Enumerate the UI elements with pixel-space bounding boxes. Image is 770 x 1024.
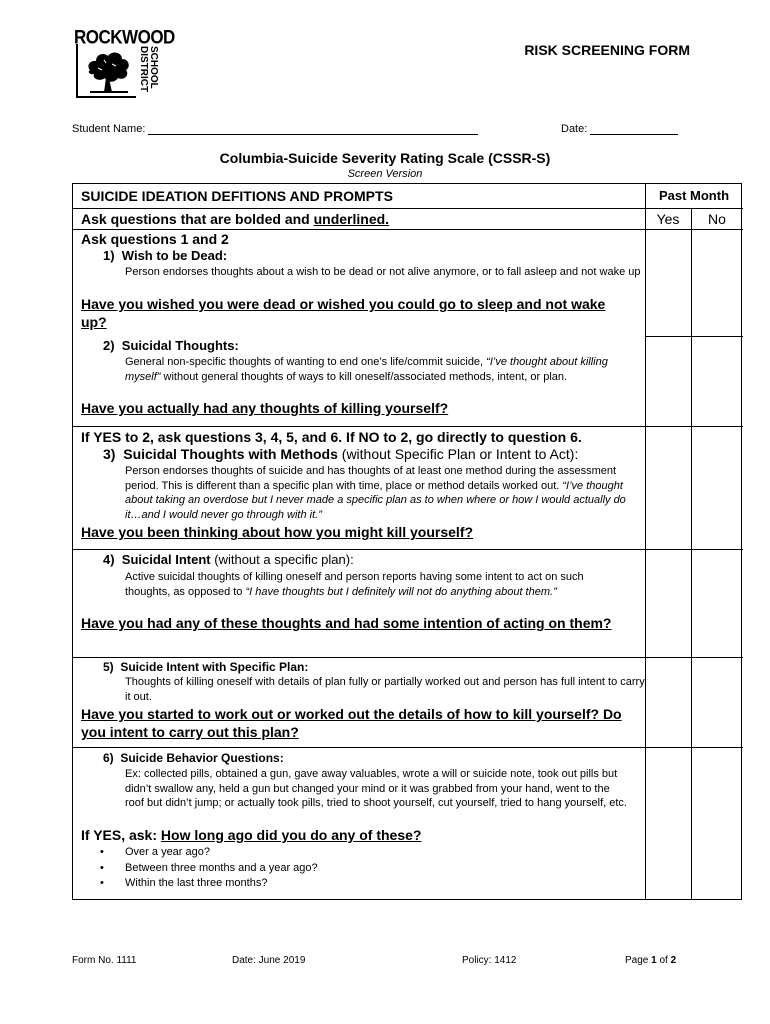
description-text: Active suicidal thoughts of killing oneself and person reports having some intent to act on such thoughts, as opposed to <box>125 571 584 598</box>
page-number: 1 <box>651 955 657 966</box>
prompt-question: How long ago did you do any of these? <box>160 827 422 843</box>
description-text: General non-specific thoughts of wanting to end one’s life/commit suicide, <box>125 356 487 368</box>
question-5-description: Thoughts of killing oneself with details of plan fully or partially worked out and person has full intent to carry it out. <box>125 676 645 703</box>
description-text: without general thoughts of ways to kill oneself/associated methods, intent, or plan. <box>160 370 568 383</box>
question-title: Suicidal Thoughts: <box>121 338 239 353</box>
question-4-title <box>103 552 354 567</box>
question-title: Suicide Behavior Questions: <box>120 751 284 765</box>
footer-policy: Policy: 1412 <box>462 955 517 966</box>
column-divider <box>645 184 646 899</box>
description-example: “I have thoughts but I definitely will not do anything about them.” <box>245 585 557 598</box>
column-divider <box>691 208 692 899</box>
question-number: 1) <box>103 248 115 263</box>
form-title: RISK SCREENING FORM <box>524 42 690 58</box>
date-label: Date: <box>561 123 588 135</box>
footer-form-number: Form No. 1111 <box>72 955 137 966</box>
list-item: • Between three months and a year ago? <box>96 861 318 877</box>
page-subtitle: Screen Version <box>347 168 423 180</box>
question-6-title <box>103 751 284 765</box>
date-row <box>561 122 678 135</box>
question-2-prompt: Have you actually had any thoughts of killing yourself? <box>81 400 449 416</box>
page-total: 2 <box>670 955 677 966</box>
logo-vertical-text: SCHOOL DISTRICT <box>138 46 159 93</box>
question-1-prompt: Have you wished you were dead or wished you could go to sleep and not wake up? <box>81 296 606 330</box>
question-title-qualifier: (without Specific Plan or Intent to Act): <box>337 446 579 462</box>
question-3-description <box>125 464 630 522</box>
row-divider <box>73 657 743 658</box>
question-3-prompt: Have you been thinking about how you might kill yourself? <box>81 524 474 540</box>
description-example: “I’ve thought about taking an overdose but I never made a specific plan as to when where or how I would actually do it…and I would never go through with it.” <box>125 479 626 521</box>
question-number: 3) <box>103 446 116 462</box>
ask-questions-1-2: Ask questions 1 and 2 <box>81 231 229 247</box>
question-1-description: Person endorses thoughts about a wish to be dead or not alive anymore, or to fall asleep and not wake up <box>125 266 641 278</box>
question-number: 6) <box>103 751 114 765</box>
question-5-prompt: Have you started to work out or worked out the details of how to kill yourself? Do you intent to carry out this plan? <box>81 706 622 740</box>
timeframe-list <box>96 845 318 892</box>
branch-instruction: If YES to 2, ask questions 3, 4, 5, and 6. If NO to 2, go directly to question 6. <box>81 429 582 445</box>
question-4-prompt: Have you had any of these thoughts and had some intention of acting on them? <box>81 615 612 631</box>
row-divider <box>73 426 743 427</box>
list-item: • Within the last three months? <box>96 876 318 892</box>
row-divider <box>73 208 645 209</box>
question-6-prompt <box>81 827 421 843</box>
description-example: “I’ve thought about killing myself” <box>125 356 608 383</box>
date-field[interactable] <box>590 122 678 135</box>
question-title-qualifier: (without a specific plan): <box>210 552 354 567</box>
question-number: 4) <box>103 552 115 567</box>
question-number: 2) <box>103 338 115 353</box>
question-title: Suicidal Intent <box>121 552 211 567</box>
student-name-field[interactable] <box>148 122 478 135</box>
question-3-title <box>103 446 578 462</box>
question-6-description: Ex: collected pills, obtained a gun, gave away valuables, wrote a will or suicide note, took out pills but didn’t swallow any, held a gun but changed your mind or it was grabbed from your hand, went to the roof but didn’t jump; or actually took pills, tried to shoot yourself, cut yourself, tried to hang yourself, etc. <box>125 768 627 809</box>
prompt-prefix: If YES, ask: <box>81 827 161 843</box>
logo-wordmark: ROCKWOOD <box>74 26 175 48</box>
instruction-text: Ask questions that are bolded and <box>81 211 314 227</box>
question-2-description <box>125 355 625 384</box>
student-name-label: Student Name: <box>72 123 146 135</box>
tree-logo-icon <box>84 48 132 94</box>
page-separator: of <box>656 955 671 966</box>
row-divider <box>645 336 743 337</box>
question-title: Suicidal Thoughts with Methods <box>123 446 338 462</box>
question-title: Suicide Intent with Specific Plan: <box>120 660 309 674</box>
footer-page <box>625 955 676 966</box>
row-divider <box>73 549 743 550</box>
table-heading: SUICIDE IDEATION DEFITIONS AND PROMPTS <box>81 188 393 204</box>
question-1-title <box>103 248 227 263</box>
list-item: • Over a year ago? <box>96 845 318 861</box>
student-name-row <box>72 122 478 135</box>
question-number: 5) <box>103 660 114 674</box>
no-column-label: No <box>708 211 726 227</box>
page-label: Page <box>625 955 652 966</box>
row-divider <box>73 747 743 748</box>
instruction-underlined: underlined. <box>313 211 390 227</box>
yes-column-label: Yes <box>656 211 680 227</box>
question-4-description <box>125 570 625 599</box>
footer-date: Date: June 2019 <box>232 955 306 966</box>
screening-table <box>72 183 742 900</box>
description-text: Person endorses thoughts of suicide and has thoughts of at least one method during the assessment period. This is different than a specific plan with time, place or method details worked out. <box>125 465 617 492</box>
question-2-title <box>103 338 239 353</box>
row-divider <box>73 229 743 230</box>
row-divider <box>645 208 743 209</box>
past-month-heading: Past Month <box>658 188 730 203</box>
page-title: Columbia-Suicide Severity Rating Scale (CSSR-S) <box>219 150 551 166</box>
instruction-row <box>81 211 389 227</box>
question-title: Wish to be Dead: <box>121 248 228 263</box>
question-5-title <box>103 660 308 674</box>
